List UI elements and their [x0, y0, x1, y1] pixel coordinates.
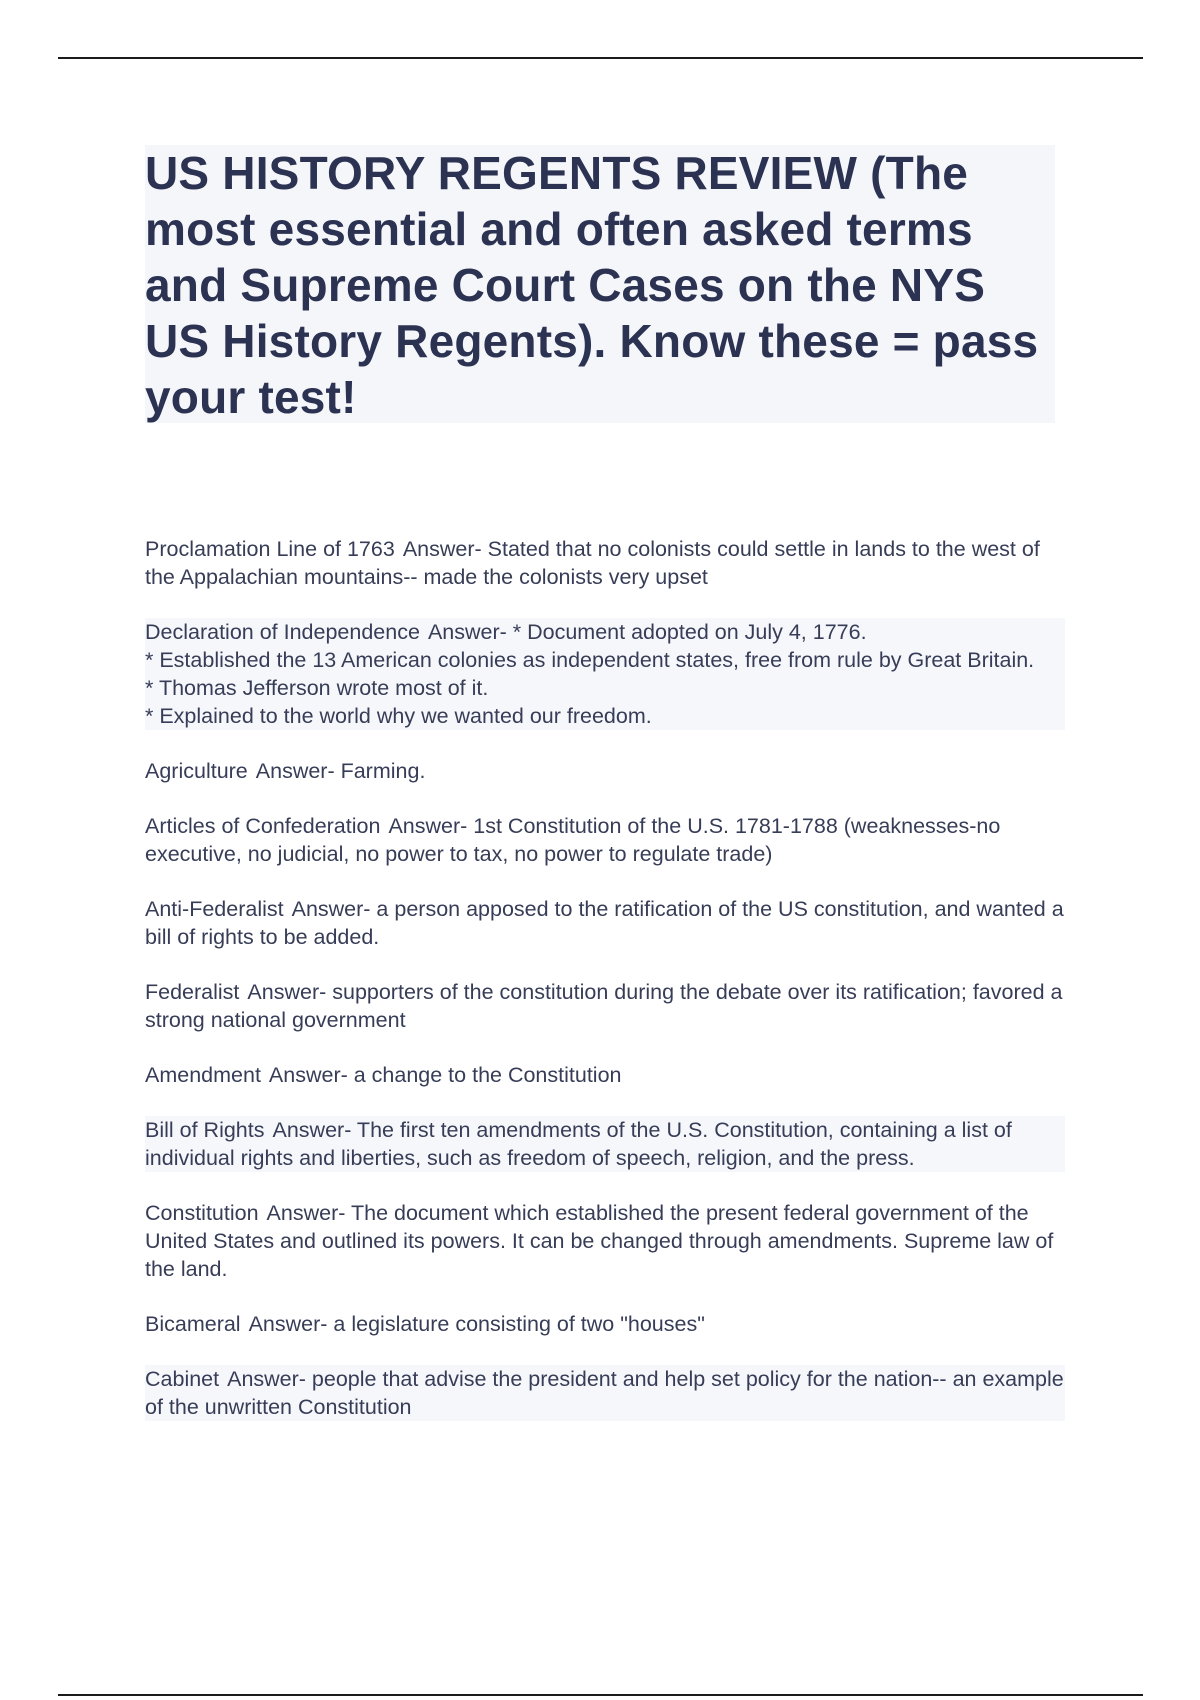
- entry-answer: Answer- 1st Constitution of the U.S. 1781-1788 (weaknesses-no executive, no judicial, no power to tax, no power to regulate trade): [145, 814, 1001, 866]
- entry-term: Anti-Federalist: [145, 897, 284, 921]
- entry-answer: Answer- Farming.: [255, 759, 426, 783]
- entry-anti-federalist: [145, 895, 1065, 951]
- entry-cabinet: [145, 1365, 1065, 1421]
- entry-proclamation-line: [145, 535, 1065, 591]
- entry-answer: Answer- supporters of the constitution during the debate over its ratification; favored a strong national government: [145, 980, 1063, 1032]
- document-title: US HISTORY REGENTS REVIEW (The most essential and often asked terms and Supreme Court Cases on the NYS US History Regents). Know these = pass your test!: [145, 147, 1039, 423]
- entry-answer: Answer- a change to the Constitution: [268, 1063, 622, 1087]
- entry-bicameral: [145, 1310, 1065, 1338]
- entry-declaration-of-independence: [145, 618, 1065, 730]
- entry-bill-of-rights: [145, 1116, 1065, 1172]
- entry-term: Declaration of Independence: [145, 620, 420, 644]
- entry-term: Amendment: [145, 1063, 261, 1087]
- entry-term: Cabinet: [145, 1367, 220, 1391]
- entry-agriculture: [145, 757, 1065, 785]
- entry-term: Bicameral: [145, 1312, 241, 1336]
- top-rule: [58, 57, 1143, 59]
- entry-articles-of-confederation: [145, 812, 1065, 868]
- entry-term: Proclamation Line of 1763: [145, 537, 395, 561]
- entry-answer: Answer- a legislature consisting of two "houses": [248, 1312, 705, 1336]
- entry-answer: Answer- Stated that no colonists could settle in lands to the west of the Appalachian mountains-- made the colonists very upset: [145, 537, 1040, 589]
- entry-answer: Answer- The first ten amendments of the U.S. Constitution, containing a list of individual rights and liberties, such as freedom of speech, religion, and the press.: [145, 1118, 1012, 1170]
- bottom-rule: [58, 1694, 1143, 1696]
- entry-term: Constitution: [145, 1201, 259, 1225]
- entry-answer: Answer- a person apposed to the ratification of the US constitution, and wanted a bill of rights to be added.: [145, 897, 1064, 949]
- entry-term: Agriculture: [145, 759, 248, 783]
- title-block: [145, 145, 1055, 423]
- entry-term: Articles of Confederation: [145, 814, 381, 838]
- entry-answer: Answer- people that advise the president and help set policy for the nation-- an example of the unwritten Constitution: [145, 1367, 1064, 1419]
- entry-answer: Answer- The document which established the present federal government of the United States and outlined its powers. It can be changed through amendments. Supreme law of the land.: [145, 1201, 1054, 1281]
- entry-term: Bill of Rights: [145, 1118, 265, 1142]
- entry-term: Federalist: [145, 980, 240, 1004]
- entries-list: [145, 535, 1065, 1448]
- entry-constitution: [145, 1199, 1065, 1283]
- entry-amendment: [145, 1061, 1065, 1089]
- entry-federalist: [145, 978, 1065, 1034]
- entry-answer: Answer- * Document adopted on July 4, 1776. * Established the 13 American colonies as independent states, free from rule by Great Britain. * Thomas Jefferson wrote most of it. * Explained to the world why we wanted our freedom.: [145, 620, 1035, 728]
